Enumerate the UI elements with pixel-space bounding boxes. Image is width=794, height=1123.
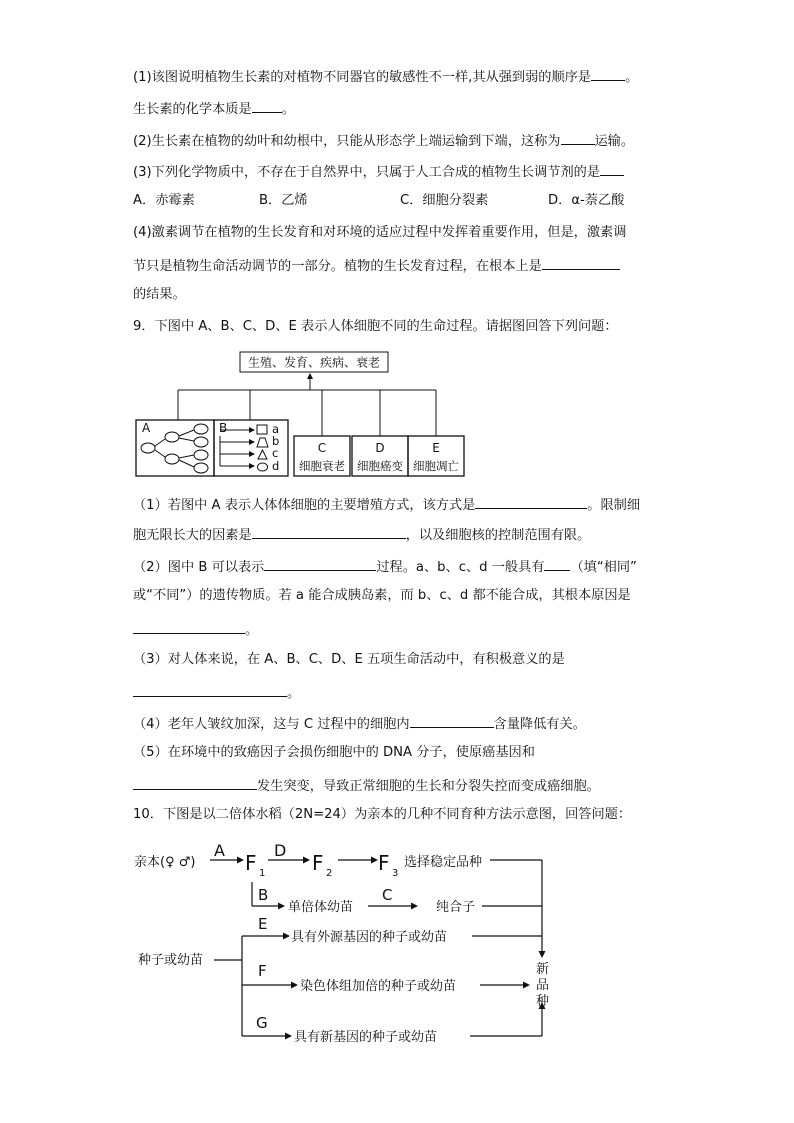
svg-text:种: 种 (536, 994, 550, 1009)
svg-text:细胞衰老: 细胞衰老 (299, 459, 345, 473)
triangle-cell-icon (258, 450, 267, 459)
option-c: C．细胞分裂素 (400, 193, 489, 208)
q9-s3-line2: 。 (133, 682, 300, 703)
svg-text:品: 品 (536, 978, 550, 993)
answer-blank[interactable] (252, 524, 406, 539)
square-cell-icon (257, 425, 267, 434)
q8-part1-line2: 生长素的化学本质是 。 (133, 98, 295, 119)
svg-text:F: F (258, 962, 267, 980)
q10-title: 10．下图是以二倍体水稻（2N=24）为亲本的几种不同育种方法示意图，回答问题： (133, 807, 632, 822)
seed-label: 种子或幼苗 (138, 953, 204, 968)
q9-s5-line2: 发生突变，导致正常细胞的生长和分裂失控而变成癌细胞。 (133, 775, 600, 796)
svg-text:d: d (272, 459, 280, 473)
q9-s1-line1: （1）若图中 A 表示人体体细胞的主要增殖方式，该方式是 。限制细 (133, 494, 640, 515)
svg-text:C: C (382, 886, 393, 904)
option-b: B．乙烯 (259, 193, 308, 208)
chromosome-doubling-label: 染色体组加倍的种子或幼苗 (300, 979, 457, 994)
svg-text:c: c (272, 446, 279, 460)
oval-cell-icon (258, 463, 268, 471)
q8-part4-line1: (4)激素调节在植物的生长发育和对环境的适应过程中发挥着重要作用，但是，激素调 (133, 225, 627, 240)
arrow-right-icon (278, 903, 285, 910)
svg-text:D: D (274, 841, 287, 860)
arrow-right-icon (285, 1033, 292, 1040)
haploid-label: 单倍体幼苗 (288, 900, 354, 915)
q8-part1-line1: (1)该图说明植物生长素的对植物不同器官的敏感性不一样,其从强到弱的顺序是 。 (133, 66, 638, 87)
option-d: D．α-萘乙酸 (548, 193, 625, 208)
svg-text:G: G (256, 1014, 268, 1032)
svg-text:F: F (378, 851, 390, 875)
answer-blank[interactable] (591, 66, 625, 81)
top-box-label: 生殖、发育、疾病、衰老 (247, 355, 381, 370)
svg-text:2: 2 (326, 868, 333, 879)
q9-s4: （4）老年人皱纹加深，这与 C 过程中的细胞内 含量降低有关。 (133, 713, 586, 734)
trapezoid-cell-icon (257, 438, 268, 447)
cell-process-diagram (134, 350, 474, 480)
answer-blank[interactable] (264, 556, 376, 571)
new-gene-label: 具有新基因的种子或幼苗 (294, 1030, 438, 1045)
arrow-up-icon (307, 373, 313, 379)
arrow-right-icon (303, 857, 310, 864)
svg-text:1: 1 (259, 868, 266, 879)
svg-text:E: E (258, 915, 268, 933)
answer-blank[interactable] (133, 619, 245, 634)
svg-text:3: 3 (392, 868, 399, 879)
svg-text:F: F (245, 851, 257, 875)
answer-blank[interactable] (475, 494, 587, 509)
answer-blank[interactable] (410, 713, 494, 728)
svg-text:B: B (258, 886, 269, 904)
answer-blank[interactable] (561, 130, 595, 145)
arrow-right-icon (411, 903, 418, 910)
arrow-right-icon (291, 982, 298, 989)
q8-part2: (2)生长素在植物的幼叶和幼根中，只能从形态学上端运输到下端，这称为 运输。 (133, 130, 634, 151)
q9-s2-line2: 或“不同”）的遗传物质。若 a 能合成胰岛素，而 b、c、d 都不能合成，其根本原因是 (133, 588, 631, 603)
answer-blank[interactable] (252, 98, 282, 113)
q9-s1-line2: 胞无限长大的因素是 ，以及细胞核的控制范围有限。 (133, 524, 590, 545)
arrow-down-icon (539, 951, 546, 958)
select-stable-label: 选择稳定品种 (404, 855, 483, 870)
q8-part3: (3)下列化学物质中，不存在于自然界中，只属于人工合成的植物生长调节剂的是 (133, 161, 624, 182)
pure-line-label: 纯合子 (436, 900, 476, 915)
svg-text:细胞凋亡: 细胞凋亡 (413, 459, 459, 473)
q8-part4-line2: 节只是植物生命活动调节的一部分。植物的生长发育过程，在根本上是 (133, 255, 620, 276)
q9-s5-line1: （5）在环境中的致癌因子会损伤细胞中的 DNA 分子，使原癌基因和 (133, 745, 535, 760)
svg-text:细胞癌变: 细胞癌变 (357, 459, 403, 473)
q9-s2-line3: 。 (133, 619, 258, 640)
svg-text:D: D (375, 441, 385, 455)
svg-text:新: 新 (536, 962, 550, 977)
answer-blank[interactable] (600, 161, 624, 176)
q9-s2-line1: （2）图中 B 可以表示 过程。a、b、c、d 一般具有 （填“相同” (133, 556, 637, 577)
q8-part4-line3: 的结果。 (133, 287, 186, 302)
option-a: A．赤霉素 (133, 193, 195, 208)
svg-text:C: C (317, 441, 327, 455)
svg-text:F: F (312, 851, 324, 875)
answer-blank[interactable] (544, 556, 570, 571)
breeding-methods-diagram (134, 836, 574, 1050)
q9-s3-line1: （3）对人体来说，在 A、B、C、D、E 五项生命活动中，有积极意义的是 (133, 652, 565, 667)
exogenous-gene-label: 具有外源基因的种子或幼苗 (291, 930, 448, 945)
arrow-right-icon (371, 857, 378, 864)
answer-blank[interactable] (542, 255, 620, 270)
answer-blank[interactable] (133, 775, 257, 790)
arrow-right-icon (283, 933, 290, 940)
box-a-label: A (142, 421, 151, 435)
arrow-right-icon (523, 982, 530, 989)
arrow-right-icon (237, 857, 244, 864)
svg-text:b: b (272, 434, 280, 448)
answer-blank[interactable] (133, 682, 287, 697)
parent-label: 亲本(♀ ♂) (134, 855, 196, 870)
svg-text:A: A (214, 841, 225, 860)
svg-text:a: a (272, 422, 280, 436)
q9-title: 9．下图中 A、B、C、D、E 表示人体细胞不同的生命过程。请据图回答下列问题： (133, 319, 618, 334)
box-b-label: B (219, 421, 228, 435)
svg-text:E: E (432, 441, 440, 455)
